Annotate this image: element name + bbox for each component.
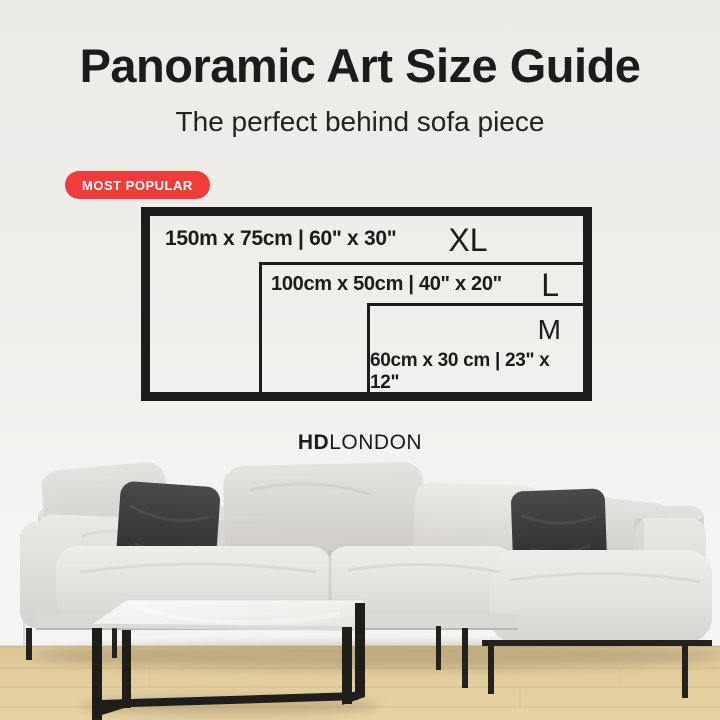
size-row-l [262,265,583,303]
size-frame-m [367,303,583,392]
chaise-frame-bar [482,640,712,646]
size-xl-label: XL [448,222,488,258]
size-frame-l [259,262,583,392]
brand-name: LONDON [329,431,423,454]
size-m-dimensions: 60cm x 30 cm | 23" x 12" [370,350,550,393]
size-row-xl [150,216,583,262]
page-title: Panoramic Art Size Guide [79,39,641,92]
sofa-room-photo [0,450,720,720]
page-subtitle: The perfect behind sofa piece [175,106,545,137]
sofa-shadow [30,643,720,669]
size-l-label: L [541,267,559,303]
chaise-cushion [490,550,712,642]
most-popular-badge-label: MOST POPULAR [82,177,193,193]
most-popular-badge [65,171,210,199]
size-frame-xl [141,207,592,401]
size-xl-dimensions: 150m x 75cm | 60" x 30" [165,227,397,250]
size-m-label: M [537,314,561,345]
size-l-dimensions: 100cm x 50cm | 40" x 20" [271,273,502,295]
brand-prefix: HD [297,431,330,454]
